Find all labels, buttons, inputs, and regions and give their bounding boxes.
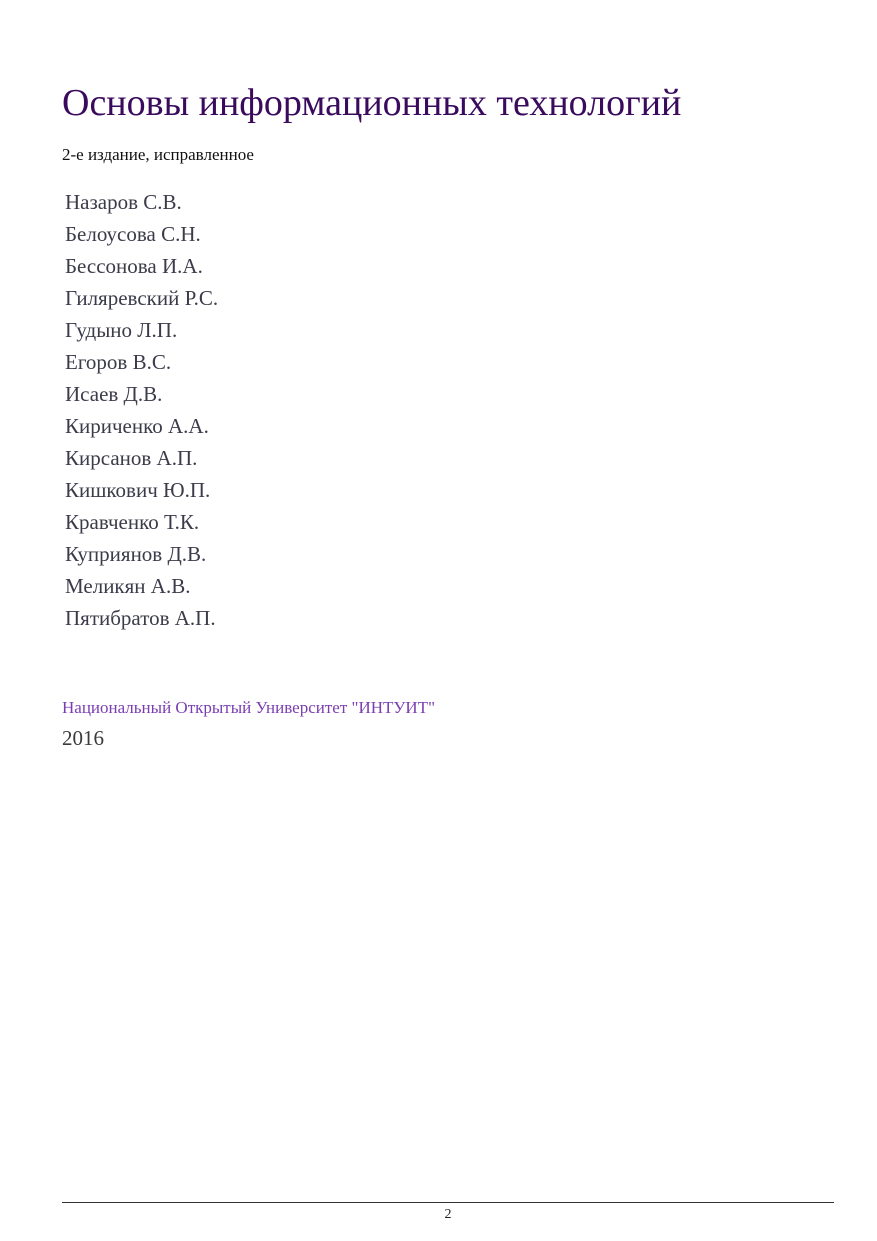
author-name: Назаров С.В. <box>65 190 182 214</box>
author-name: Куприянов Д.В. <box>65 542 207 566</box>
author-name: Пятибратов А.П. <box>65 606 216 630</box>
page-number: 2 <box>444 1207 452 1222</box>
author-name: Кирсанов А.П. <box>65 446 198 470</box>
book-title: Основы информационных технологий <box>62 82 682 124</box>
author-name: Егоров В.С. <box>65 350 172 374</box>
footer-divider <box>62 1202 834 1203</box>
author-name: Кравченко Т.К. <box>65 510 200 534</box>
author-name: Гиляревский Р.С. <box>65 286 219 310</box>
author-list <box>65 186 218 634</box>
edition-note: 2-е издание, исправленное <box>62 145 254 164</box>
author-name: Кириченко А.А. <box>65 414 209 438</box>
author-name: Бессонова И.А. <box>65 254 203 278</box>
author-name: Кишкович Ю.П. <box>65 478 211 502</box>
author-name: Меликян А.В. <box>65 574 191 598</box>
author-name: Белоусова С.Н. <box>65 222 201 246</box>
publication-year: 2016 <box>62 726 104 750</box>
author-name: Гудыно Л.П. <box>65 318 178 342</box>
publisher-name: Национальный Открытый Университет "ИНТУИТ" <box>62 698 436 717</box>
author-name: Исаев Д.В. <box>65 382 163 406</box>
